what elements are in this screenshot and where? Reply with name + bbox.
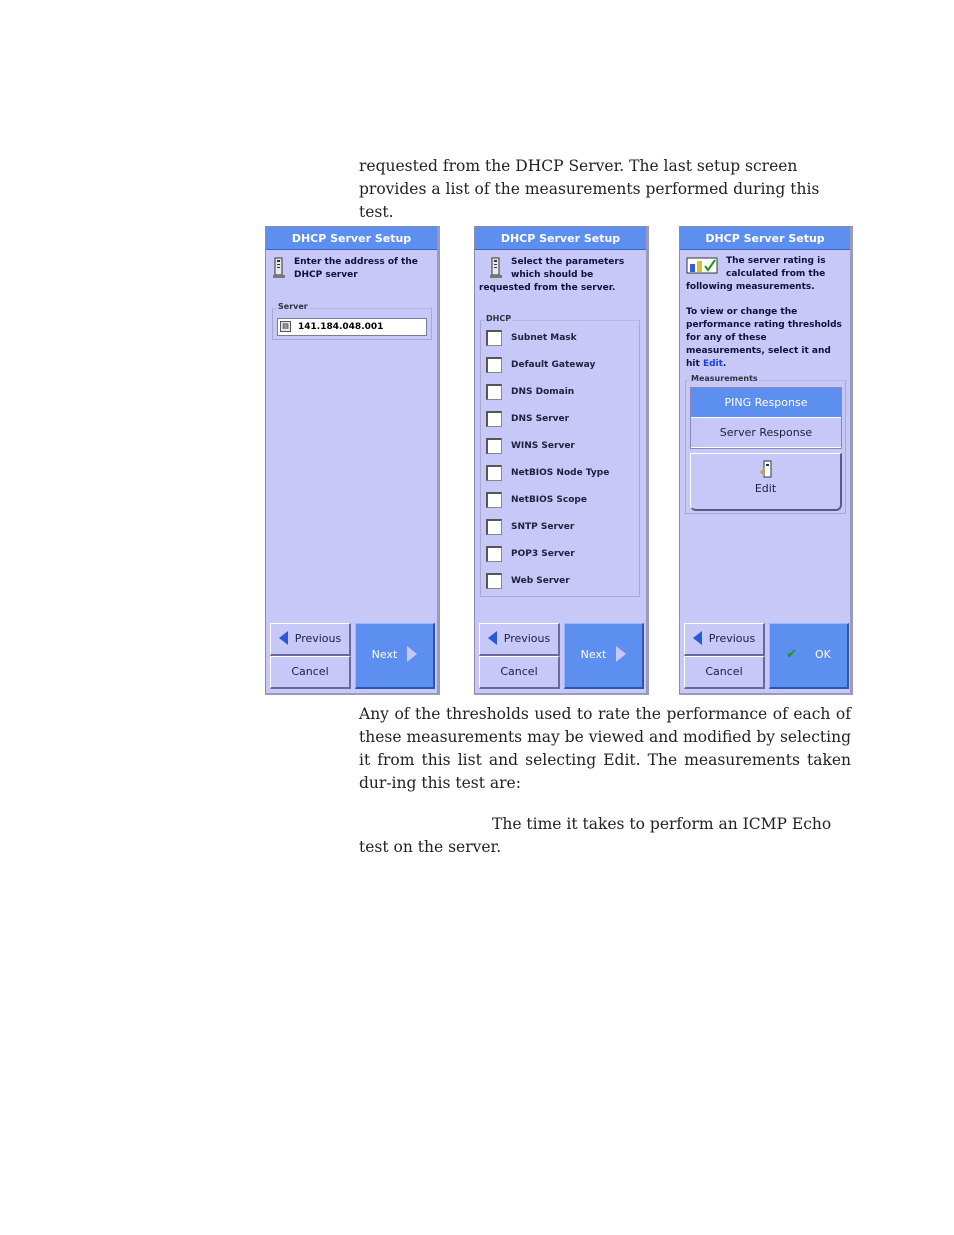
list-item-ping-response[interactable]: PING Response — [691, 388, 841, 418]
next-label: Next — [371, 648, 398, 661]
checkbox[interactable] — [486, 465, 502, 481]
previous-label: Previous — [708, 632, 756, 645]
screen-info — [680, 250, 850, 371]
info-text-end: . — [722, 359, 727, 369]
checkbox[interactable] — [486, 411, 502, 427]
option-label: WINS Server — [511, 441, 575, 451]
checkbox[interactable] — [486, 330, 502, 346]
next-label: Next — [580, 648, 607, 661]
next-button[interactable] — [355, 623, 435, 689]
info-text: Enter the address of the DHCP server — [294, 257, 418, 280]
dhcp-setup-screen-server — [265, 226, 440, 695]
cancel-label: Cancel — [291, 665, 329, 678]
option-label: NetBIOS Node Type — [511, 468, 610, 478]
arrow-left-icon — [279, 631, 288, 645]
checkbox[interactable] — [486, 438, 502, 454]
ok-button[interactable] — [769, 623, 849, 689]
device-icon — [272, 257, 286, 279]
cancel-label: Cancel — [705, 665, 743, 678]
checkbox[interactable] — [486, 492, 502, 508]
server-address-input[interactable] — [277, 318, 427, 336]
cancel-button[interactable] — [270, 656, 351, 689]
previous-button[interactable] — [684, 623, 765, 656]
previous-button[interactable] — [270, 623, 351, 656]
option-label: POP3 Server — [511, 549, 575, 559]
ping-response-description — [359, 813, 851, 859]
ok-label: OK — [815, 648, 831, 661]
cancel-button[interactable] — [479, 656, 560, 689]
rating-chart-icon — [686, 256, 718, 274]
thresholds-paragraph: Any of the thresholds used to rate the performance of each of these measurements may be viewed and modified by selecting it from this list and selecting Edit. The measurements taken dur-ing this test are: — [359, 705, 851, 792]
option-label: Web Server — [511, 576, 570, 586]
previous-label: Previous — [294, 632, 342, 645]
edit-device-icon — [759, 460, 773, 480]
next-button[interactable] — [564, 623, 644, 689]
edit-button[interactable] — [690, 453, 842, 511]
option-label: DNS Domain — [511, 387, 575, 397]
option-label: SNTP Server — [511, 522, 575, 532]
arrow-right-icon — [616, 646, 626, 662]
arrow-left-icon — [488, 631, 497, 645]
screen-title: DHCP Server Setup — [680, 227, 850, 250]
previous-button[interactable] — [479, 623, 560, 656]
arrow-right-icon — [407, 646, 417, 662]
ping-description-text: The time it takes to perform an ICMP Echo test on the server. — [359, 815, 832, 856]
cancel-label: Cancel — [500, 665, 538, 678]
server-group — [272, 302, 432, 340]
dhcp-setup-screen-measurements — [679, 226, 853, 695]
info-text: The server rating is calculated from the following measurements. — [686, 256, 826, 292]
intro-paragraph: requested from the DHCP Server. The last setup screen provides a list of the measurements performed during this test. — [359, 157, 820, 221]
info-text-2: To view or change the performance rating thresholds for any of these measurements, select it and hit — [686, 307, 842, 369]
screen-title: DHCP Server Setup — [475, 227, 646, 250]
screen-info — [266, 250, 437, 282]
option-label: NetBIOS Scope — [511, 495, 587, 505]
edit-link-text: Edit — [702, 359, 723, 369]
screen-info — [475, 250, 646, 295]
option-label: Default Gateway — [511, 360, 596, 370]
option-label: DNS Server — [511, 414, 570, 424]
previous-label: Previous — [503, 632, 551, 645]
checkbox[interactable] — [486, 519, 502, 535]
edit-label: Edit — [754, 482, 777, 495]
checkbox[interactable] — [486, 357, 502, 373]
dhcp-options-group — [480, 314, 640, 597]
info-text: Select the parameters which should be requested from the server. — [479, 257, 625, 293]
checkbox[interactable] — [486, 573, 502, 589]
list-item-server-response[interactable]: Server Response — [691, 418, 841, 448]
screen-title: DHCP Server Setup — [266, 227, 437, 250]
check-icon: ✔ — [786, 647, 798, 662]
arrow-left-icon — [693, 631, 702, 645]
measurements-list — [690, 387, 842, 449]
dhcp-setup-screen-parameters — [474, 226, 649, 695]
option-label: Subnet Mask — [511, 333, 577, 343]
device-icon — [489, 257, 503, 279]
cancel-button[interactable] — [684, 656, 765, 689]
keypad-icon: ▤ — [280, 321, 291, 332]
group-label: DHCP — [486, 314, 512, 323]
group-label: Server — [278, 302, 308, 311]
group-label: Measurements — [691, 374, 758, 383]
checkbox[interactable] — [486, 546, 502, 562]
checkbox[interactable] — [486, 384, 502, 400]
measurements-group — [685, 374, 846, 514]
server-address-value: 141.184.048.001 — [298, 322, 384, 332]
